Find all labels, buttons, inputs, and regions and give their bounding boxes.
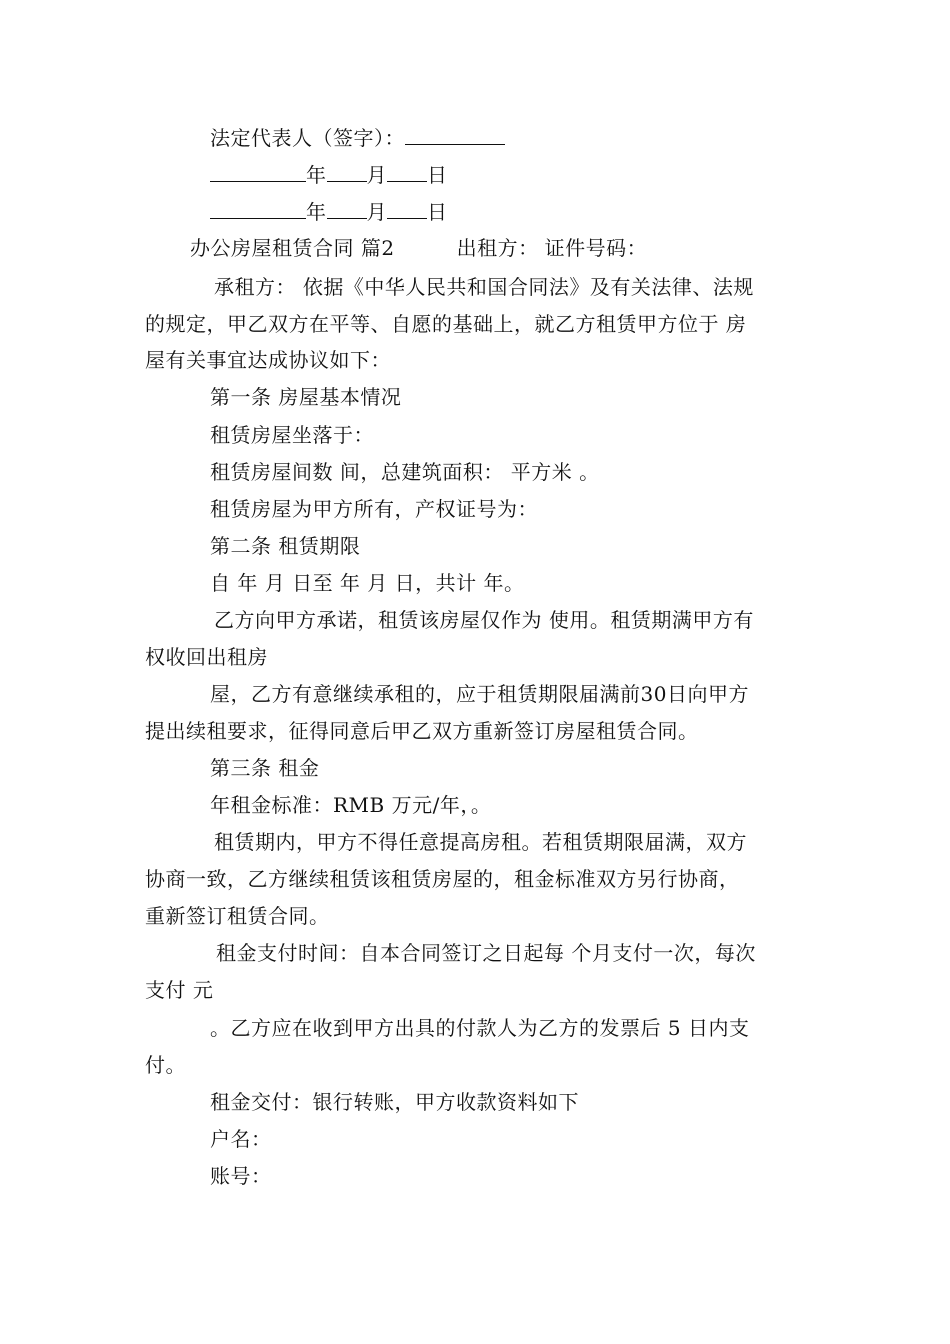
legal-representative-label: 法定代表人（签字）： (210, 126, 405, 150)
date-line-1 (210, 161, 448, 187)
month-blank (327, 198, 367, 219)
year-blank (210, 198, 306, 219)
intro-line-3: 屋有关事宜达成协议如下： (145, 348, 391, 372)
title-cert-line: 租赁房屋为甲方所有，产权证号为： (210, 497, 538, 521)
rent-fixed-line-3: 重新签订租赁合同。 (145, 904, 330, 928)
date-line-2 (210, 198, 448, 224)
payment-method-line: 租金交付：银行转账，甲方收款资料如下 (210, 1090, 579, 1114)
renew-line-2: 提出续租要求，征得同意后甲乙双方重新签订房屋租赁合同。 (145, 719, 699, 743)
day-blank (387, 198, 427, 219)
rent-standard-line: 年租金标准：RMB 万元/年，。 (210, 793, 492, 817)
signature-blank (405, 124, 505, 145)
invoice-line-2: 付。 (145, 1053, 186, 1077)
use-line-2: 权收回出租房 (145, 645, 268, 669)
renew-line-1: 屋，乙方有意继续承租的，应于租赁期限届满前30日向甲方 (210, 682, 749, 706)
period-line: 自 年 月 日至 年 月 日，共计 年。 (210, 571, 525, 595)
year-label: 年 (306, 200, 327, 224)
location-line: 租赁房屋坐落于： (210, 423, 374, 447)
account-number-line: 账号： (210, 1164, 272, 1188)
account-name-line: 户名： (210, 1127, 272, 1151)
rent-fixed-line-2: 协商一致，乙方继续租赁该租赁房屋的，租金标准双方另行协商， (145, 867, 740, 891)
legal-representative-line (210, 124, 505, 150)
month-label: 月 (366, 200, 387, 224)
year-label: 年 (306, 163, 327, 187)
contract-title: 办公房屋租赁合同 篇2 (190, 236, 395, 260)
month-blank (327, 161, 367, 182)
article-2-heading: 第二条 租赁期限 (210, 534, 361, 558)
payment-time-line-1: 租金支付时间：自本合同签订之日起每 个月支付一次，每次 (216, 941, 756, 965)
day-label: 日 (427, 163, 448, 187)
contract-title-line (190, 236, 647, 260)
area-line: 租赁房屋间数 间，总建筑面积： 平方米 。 (210, 460, 600, 484)
article-3-heading: 第三条 租金 (210, 756, 320, 780)
article-1-heading: 第一条 房屋基本情况 (210, 385, 402, 409)
month-label: 月 (366, 163, 387, 187)
day-blank (387, 161, 427, 182)
intro-line-2: 的规定，甲乙双方在平等、自愿的基础上，就乙方租赁甲方位于 房 (145, 312, 747, 336)
intro-line-1: 承租方： 依据《中华人民共和国合同法》及有关法律、法规 (214, 275, 754, 299)
lessor-label: 出租方： (456, 236, 539, 260)
invoice-line-1: 。乙方应在收到甲方出具的付款人为乙方的发票后 5 日内支 (210, 1016, 750, 1040)
payment-time-line-2: 支付 元 (145, 978, 214, 1002)
use-line-1: 乙方向甲方承诺，租赁该房屋仅作为 使用。租赁期满甲方有 (214, 608, 754, 632)
rent-fixed-line-1: 租赁期内，甲方不得任意提高房租。若租赁期限届满，双方 (214, 830, 747, 854)
day-label: 日 (427, 200, 448, 224)
year-blank (210, 161, 306, 182)
id-number-label: 证件号码： (544, 236, 648, 260)
